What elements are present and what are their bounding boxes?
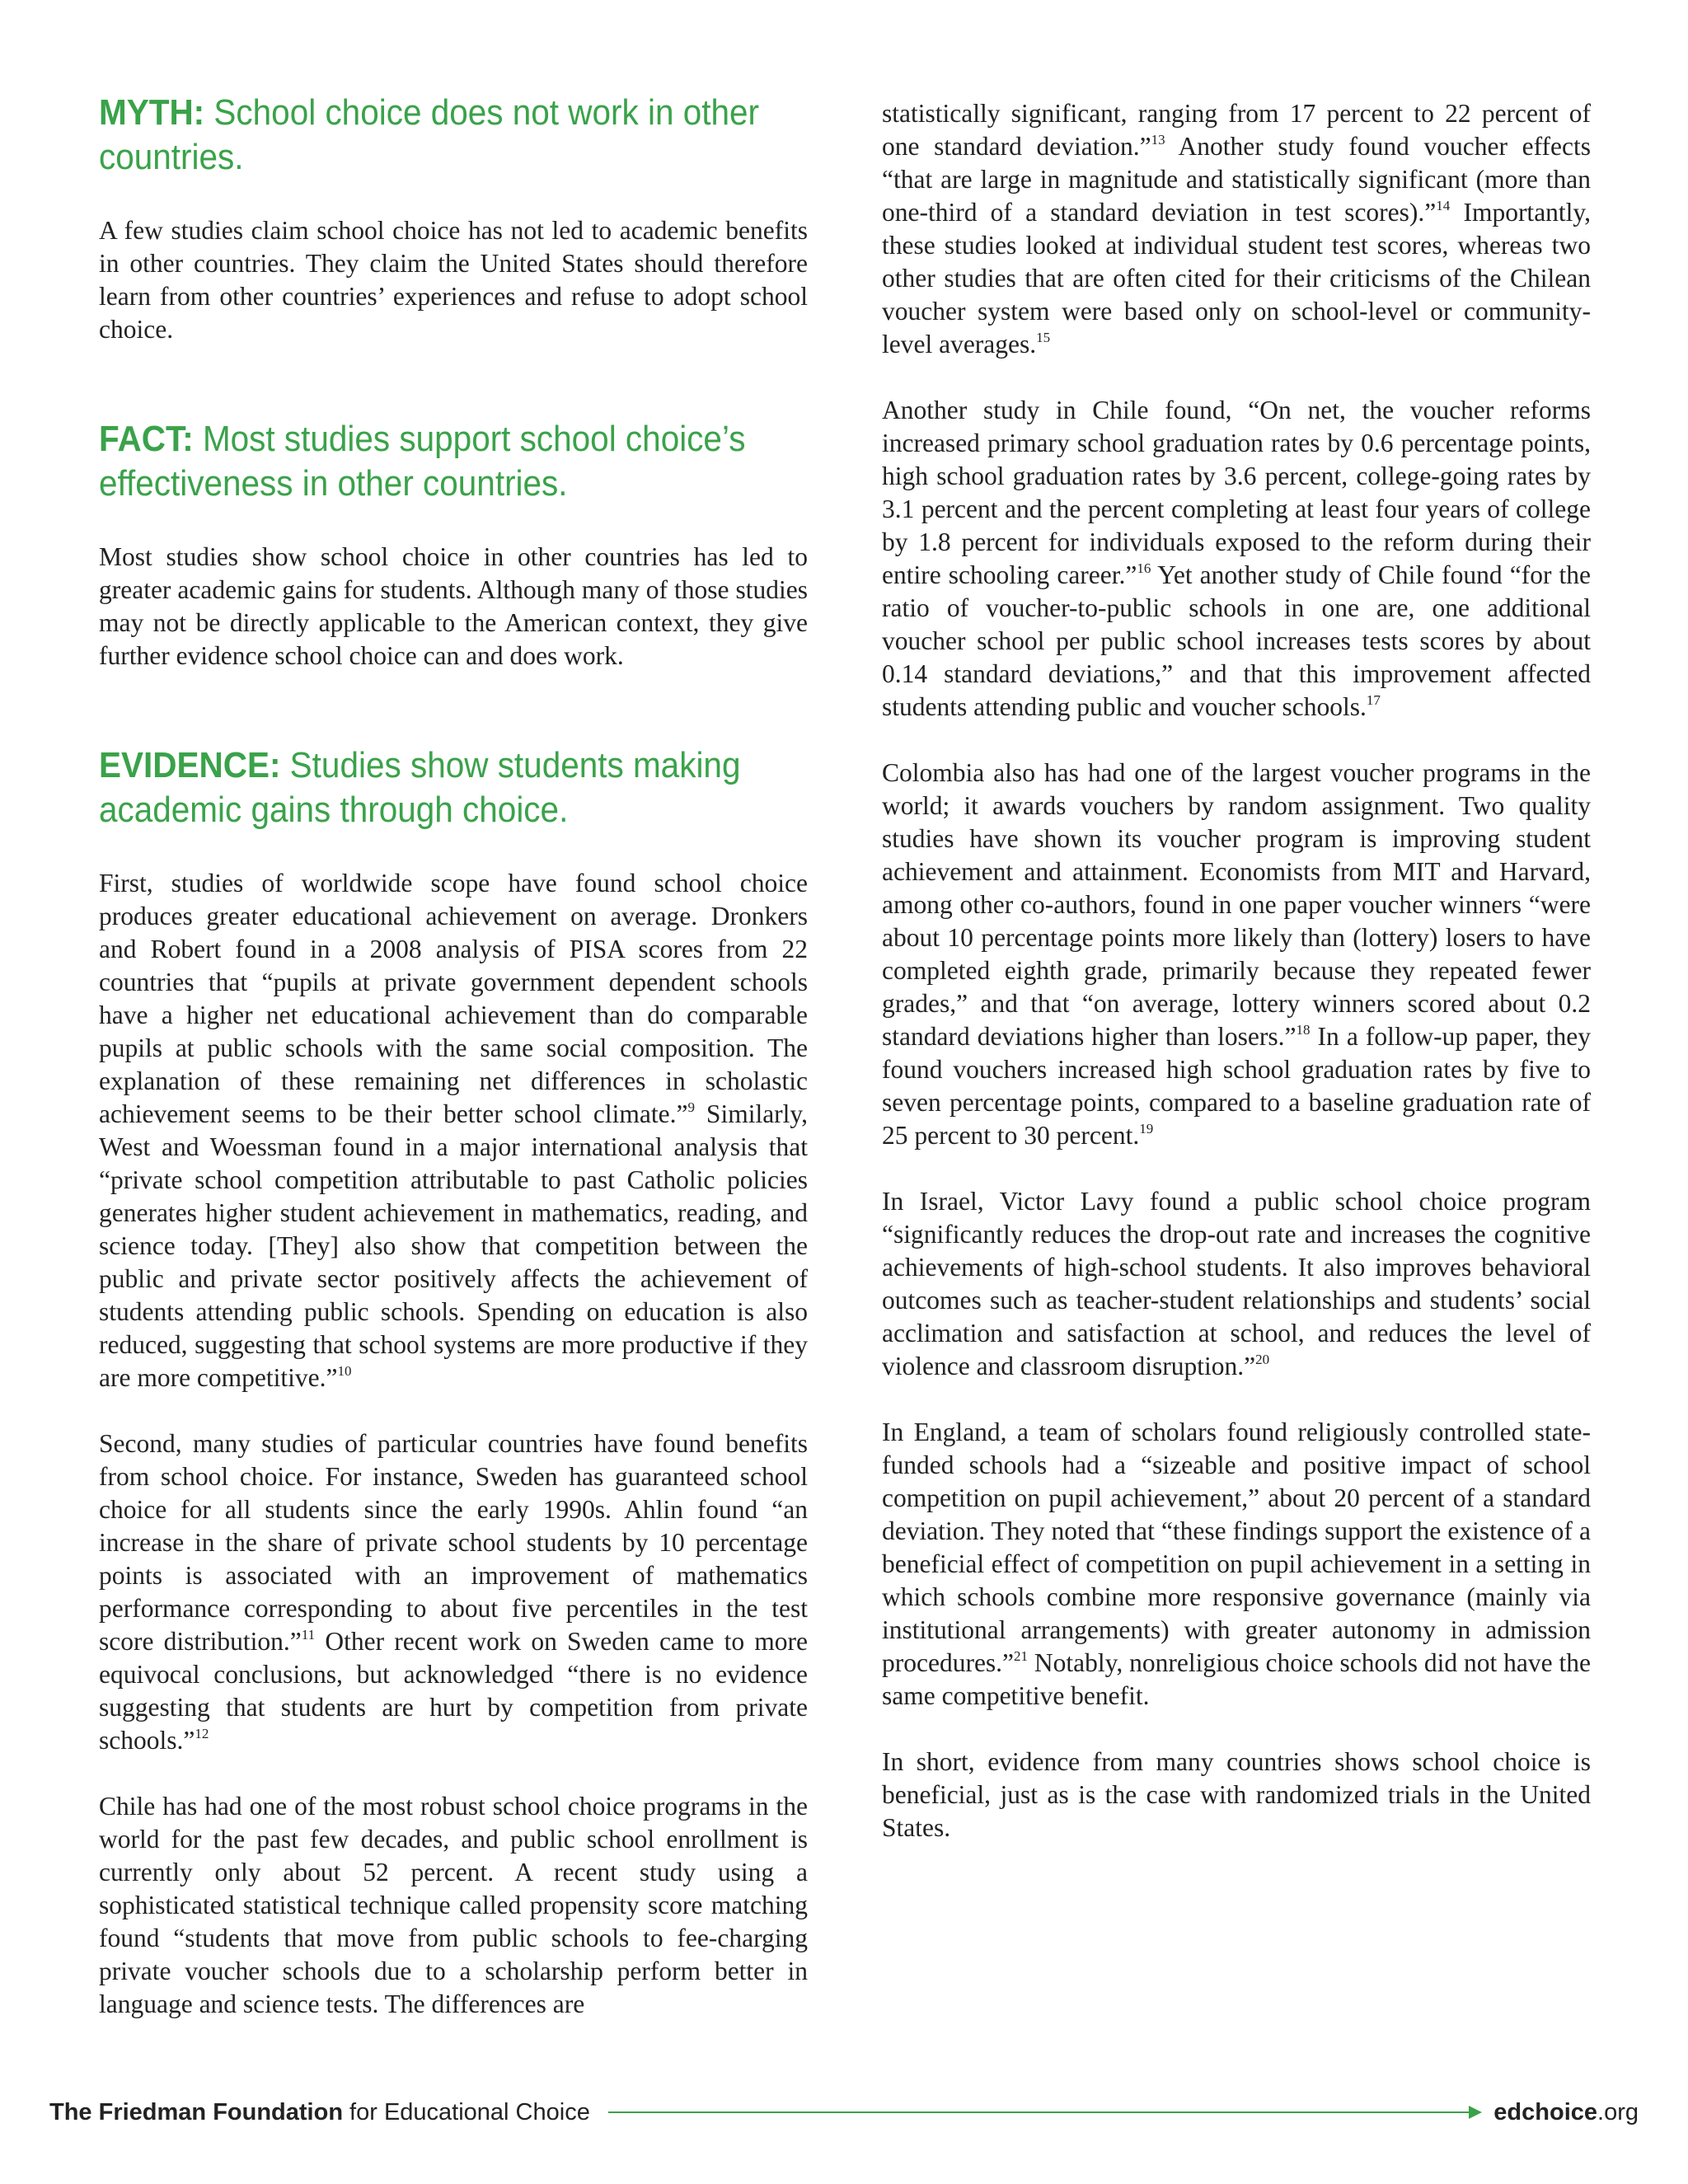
fact-body: Most studies show school choice in other countries has led to greater academic gains for students. Although many of those studies may not be directly applicable to the American context, they give further evidence school choice can and does work. (99, 542, 808, 670)
paragraph-text: Yet another study of Chile found “for the ratio of voucher-to-public schools in one are, one additional voucher school per public school increases tests scores by about 0.14 standard deviations,” and that this improvement affected students attending public and voucher schools. (882, 560, 1591, 721)
paragraph-text: Colombia also has had one of the largest voucher programs in the world; it awards vouchers by random assignment. Two quality studies have shown its voucher program is improving student achievement and attainment. Economists from MIT and Harvard, among other co-authors, found in one paper voucher winners “were about 10 percentage points more likely than (lottery) losers to have completed eighth grade, primarily because they repeated fewer grades,” and that “on average, lottery winners scored about 0.2 standard deviations higher than losers.” (882, 758, 1591, 1051)
footnote-ref: 17 (1366, 692, 1381, 708)
evidence-paragraph-chile-part1: Chile has had one of the most robust school choice programs in the world for the past few decades, and public school enrollment is currently only about 52 percent. A recent study using a sophisticated statistical technique called propensity score matching found “students that move from public schools to fee-charging private voucher schools due to a scholarship perform better in language and science tests. The differences are (99, 1792, 808, 2018)
myth-label: MYTH: (99, 92, 205, 133)
evidence-paragraph-israel (882, 1185, 1591, 1383)
footnote-ref: 21 (1014, 1648, 1029, 1664)
paragraph-text: In England, a team of scholars found religiously controlled state-funded schools had a “sizeable and positive impact of school competition on pupil achievement,” about 20 percent of a standard deviation. They noted that “these findings support the existence of a beneficial effect of competition on pupil achievement in a setting in which schools combine more responsive governance (mainly via institutional arrangements) with greater autonomy in admission procedures.” (882, 1418, 1591, 1677)
paragraph-text: Other recent work on Sweden came to more equivocal conclusions, but acknowledged “there is no evidence suggesting that students are hurt by competition from private schools.” (99, 1627, 809, 1755)
footnote-ref: 9 (687, 1099, 695, 1115)
footnote-ref: 10 (337, 1363, 352, 1379)
fact-label: FACT: (99, 419, 194, 459)
evidence-paragraph-summary: In short, evidence from many countries shows school choice is beneficial, just as is the case with randomized trials in the United States. (882, 1747, 1591, 1842)
footnote-ref: 12 (195, 1726, 209, 1741)
footnote-ref: 15 (1036, 330, 1051, 345)
paragraph-text: Notably, nonreligious choice schools did not have the same competitive benefit. (882, 1648, 1591, 1710)
arrow-right-icon (1469, 2106, 1482, 2119)
footer-org-tagline: for Educational Choice (349, 2098, 590, 2125)
paragraph-text: Importantly, these studies looked at individual student test scores, whereas two other studies that are often cited for their criticisms of the Chilean voucher system were based only on school-level or community-level averages. (882, 198, 1592, 359)
paragraph-text: Another study in Chile found, “On net, the voucher reforms increased primary school graduation rates by 0.6 percentage points, high school graduation rates by 3.6 percent, college-going rates by 3.1 percent and the percent completing at least four years of college by 1.8 percent for individuals exposed to the reform during their entire schooling career.” (882, 396, 1591, 589)
footnote-ref: 13 (1151, 132, 1165, 148)
evidence-title: Studies show students making academic gains through choice. (99, 745, 741, 830)
evidence-paragraph-chile-part2: statistically significant, ranging from 17 percent to 22 percent of one standard deviation.”$^{13}$ Another study found voucher effects “that are large in magnitude and statistically significant (more than one-third of a standard deviation in test scores).”$^{14}$ Importantly, these studies looked at individual student test scores, whereas two other studies that are often cited for their criticisms of the Chilean voucher system were based only on school-level or community-level averages.$^{15}$ (882, 99, 1592, 359)
evidence-heading (99, 743, 812, 832)
paragraph-text: Similarly, West and Woessman found in a major international analysis that “private school competition attributable to past Catholic policies generates higher student achievement in mathematics, reading, and science today. [They] also show that competition between the public and private sector positively affects the achievement of students attending public schools. Spending on education is also reduced, suggesting that school systems are more productive if they are more competitive.” (99, 1099, 809, 1392)
left-column (99, 91, 808, 2021)
footnote-ref: 18 (1296, 1022, 1311, 1038)
paragraph-text: First, studies of worldwide scope have found school choice produces greater educational achievement on average. Dronkers and Robert found in a 2008 analysis of PISA scores from 22 countries that “pupils at private government dependent schools have a higher net educational achievement than do comparable pupils at public schools with the same social composition. The explanation of these remaining net differences in scholastic achievement seems to be their better school climate.” (99, 869, 808, 1128)
paragraph-text: In a follow-up paper, they found vouchers increased high school graduation rates by five to seven percentage points, compared to a baseline graduation rate of 25 percent to 30 percent. (882, 1022, 1591, 1150)
myth-heading (99, 91, 812, 180)
right-column (882, 97, 1591, 1877)
page-footer (49, 2092, 1639, 2133)
evidence-paragraph-colombia (882, 757, 1591, 1152)
footer-org-name: The Friedman Foundation (49, 2098, 344, 2125)
footer-website[interactable] (1493, 2099, 1639, 2126)
footer-site-tld: .org (1597, 2098, 1639, 2125)
evidence-paragraph-worldwide (99, 867, 808, 1394)
footnote-ref: 20 (1255, 1352, 1270, 1367)
fact-heading (99, 417, 812, 506)
footnote-ref: 19 (1139, 1121, 1154, 1137)
evidence-paragraph-sweden (99, 1427, 808, 1757)
footer-rule (608, 2111, 1469, 2113)
myth-title: School choice does not work in other countries. (99, 92, 759, 177)
footnote-ref: 14 (1436, 198, 1451, 213)
evidence-label: EVIDENCE: (99, 745, 281, 785)
paragraph-text: In Israel, Victor Lavy found a public school choice program “significantly reduces the drop-out rate and increases the cognitive achievements of high-school students. It also improves behavioral outcomes such as teacher-student relationships and students’ social acclimation and satisfaction at school, and reduces the level of violence and classroom disruption.” (882, 1187, 1591, 1380)
myth-body: A few studies claim school choice has not led to academic benefits in other countries. They claim the United States should therefore learn from other countries’ experiences and refuse to adopt school choice. (99, 216, 808, 344)
fact-title: Most studies support school choice’s effectiveness in other countries. (99, 419, 746, 504)
paragraph-text: Another study found voucher effects “that are large in magnitude and statistically significant (more than one-third of a standard deviation in test scores).” (882, 132, 1591, 227)
paragraph-text: Second, many studies of particular countries have found benefits from school choice. For instance, Sweden has guaranteed school choice for all students since the early 1990s. Ahlin found “an increase in the share of private school students by 10 percentage points is associated with an improvement of mathematics performance corresponding to about five percentiles in the test score distribution.” (99, 1429, 808, 1656)
evidence-paragraph-england (882, 1416, 1591, 1713)
footnote-ref: 16 (1137, 560, 1151, 576)
footer-site-name: edchoice (1493, 2098, 1598, 2125)
evidence-paragraph-chile-graduation (882, 394, 1591, 724)
footnote-ref: 11 (301, 1627, 316, 1643)
